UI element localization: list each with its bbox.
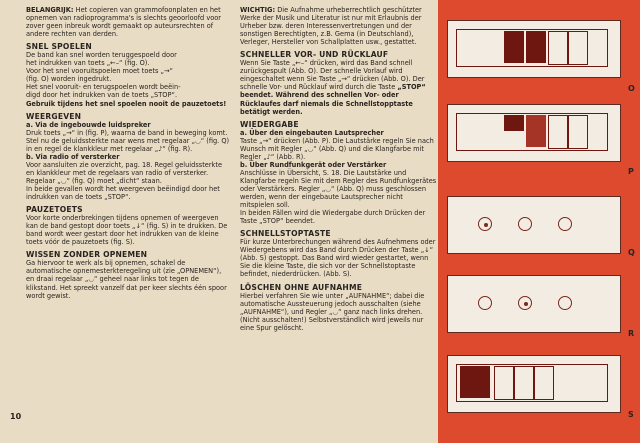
wiedergabe-b-text: Anschlüsse in Übersicht, S. 18. Die Lautstärke und Klangfarbe regeln Sie mit dem Regler des Rundfunkgerätes oder Verstärkers. Regler „◡“ (Abb. Q) muss geschlossen werden, wenn der eingebaute Lautsprecher nicht mitspielen soll.: [240, 168, 437, 210]
weergeven-end: In beide gevallen wordt het weergeven beëindigd door het indrukken van de toets „STOP“.: [26, 184, 220, 202]
schneller-text: [240, 59, 438, 115]
knob-center: [524, 302, 528, 306]
knob-center: [484, 223, 488, 227]
pauzetoets-heading: PAUZETOETS: [26, 205, 83, 215]
belangrijk-paragraph: [26, 6, 231, 38]
wissen-text: Ga hiervoor te werk als bij opnemen, schakel de automatische opnemesterkteregeling uit (zie „OPNEMEN“), en draai regelaar „◡“ geheel naar links tot tegen de klikstand. Het spreekt vanzelf dat per keer slechts één spoor wordt gewist.: [26, 259, 227, 300]
snel-spoelen-line: Het snel vooruit- en terugspoelen wordt beëin-: [26, 83, 181, 92]
wiedergabe-end: In beiden Fällen wird die Wiedergabe durch Drücken der Taste „STOP“ beendet.: [240, 209, 426, 226]
knob: [558, 217, 572, 231]
wiedergabe-heading: WIEDERGABE: [240, 119, 299, 129]
snel-spoelen-line: Voor het snel vooruitspoelen moet toets „→“: [26, 67, 173, 76]
wiedergabe-a-text: Taste „→“ drücken (Abb. P). Die Lautstärke regeln Sie nach Wunsch mit Regler „◡“ (Abb. Q) und die Klangfarbe mit Regler „♪“ (Abb. R).: [240, 136, 434, 161]
wissen-heading: WISSEN ZONDER OPNEMEN: [26, 250, 148, 260]
page-number: 10: [10, 412, 22, 421]
loschen-text: Hierbei verfahren Sie wie unter „AUFNAHME“; dabei die automatische Aussteuerung jedoch ausschalten (siehe „AUFNAHME“), und Regler „◡“ ganz nach links drehen. (Nicht ausschalten!) Selbstverständlich wird jeweils nur eine Spur gelöscht.: [240, 291, 425, 332]
snel-spoelen-line: De band kan snel worden teruggespoeld door: [26, 51, 177, 60]
pauzetoets-text: Voor korte onderbrekingen tijdens opnemen of weergeven kan de band gestopt door toets „↓“ (fig. S) in te drukken. De band wordt weer gestart door het indrukken van de kleine toets vóór de pauzetoets (fig. S).: [26, 214, 228, 247]
snel-spoelen-warning: Gebruik tijdens het snel spoelen nooit de pauzetoets!: [26, 99, 227, 108]
schnellstopp-heading: SCHNELLSTOPTASTE: [240, 229, 331, 239]
figure-label-o: O: [628, 84, 635, 93]
weergeven-a-text: Druk toets „→“ in (fig. P), waarna de band in beweging komt. Stel nu de geluidssterkte naar wens met regelaar „◡“ (fig. Q) in en regel de klankkleur met regelaar „♪“ (fig. R).: [26, 128, 230, 153]
schnellstopp-text: Für kurze Unterbrechungen während des Aufnehmens oder Wiedergebens wird das Band durch Drücken der Taste „↓“ (Abb. S) gestoppt. Das Band wird wieder gestartet, wenn Sie die kleine Taste, die sich vor der Schnellstoptaste befindet, niederdrücken. (Abb. S).: [240, 238, 436, 279]
knob: [558, 296, 572, 310]
belangrijk-text: Het copieren van grammofoonplaten en het opnemen van radioprogramma's is slechts geoorloofd voor zover geen inbreuk wordt gemaakt op auteursrechten of andere rechten van derden.: [26, 6, 221, 39]
wiedergabe-b-heading: b. Über Rundfunkgerät oder Verstärker: [240, 160, 387, 169]
knob: [478, 296, 492, 310]
wichtig-text: Die Aufnahme urheberrechtlich geschützter Werke der Musik und Literatur ist nur mit Erlaubnis der Urheber bzw. deren Interessenvertretungen und der sonstigen Berechtigten, z.B. Gema (in Deutschland), Verleger, Hersteller von Schallplatten usw., gestattet.: [240, 6, 422, 47]
snel-spoelen-line: het indrukken van toets „←–“ (fig. O).: [26, 59, 150, 68]
pause-key: [460, 366, 490, 398]
figure-p-keyboard: [447, 104, 621, 162]
key: [548, 31, 568, 65]
snel-spoelen-heading: SNEL SPOELEN: [26, 42, 92, 52]
knob: [518, 217, 532, 231]
weergeven-b-text: Voor aansluiten zie overzicht, pag. 18. Regel geluidssterkte en klankkleur met de regelaars van radio of versterker. Regelaar „◡“ (fig. Q) moet „dicht“ staan.: [26, 160, 223, 185]
key: [568, 31, 588, 65]
snel-spoelen-line: (fig. O) worden ingedrukt.: [26, 75, 112, 84]
loschen-heading: LÖSCHEN OHNE AUFNAHME: [240, 282, 363, 292]
schneller-body: Wenn Sie Taste „←–“ drücken, wird das Band schnell zurückgespult (Abb. O). Der schnelle Vorlauf wird eingeschaltet wenn Sie Taste „→“ drücken (Abb. O). Der schnelle Vor- und Rücklauf wird durch die Taste: [240, 59, 425, 92]
figure-label-s: S: [628, 410, 634, 419]
wiedergabe-a-heading: a. Über den eingebauten Lautsprecher: [240, 128, 384, 137]
figure-label-q: Q: [628, 248, 635, 257]
schneller-heading: SCHNELLER VOR- UND RÜCKLAUF: [240, 50, 389, 60]
key: [534, 366, 554, 400]
weergeven-a-heading: a. Via de ingebouwde luidspreker: [26, 120, 151, 129]
figure-label-r: R: [628, 329, 635, 338]
dutch-column: [26, 6, 231, 300]
play-key-upper: [504, 115, 524, 131]
rewind-key: [504, 31, 524, 63]
snel-spoelen-line: digd door het indrukken van de toets „STOP“.: [26, 91, 178, 100]
figure-r-controls: [447, 275, 621, 333]
weergeven-b-heading: b. Via radio of versterker: [26, 152, 120, 161]
weergeven-heading: WEERGEVEN: [26, 111, 82, 121]
key: [494, 366, 514, 400]
play-key: [526, 115, 546, 147]
figure-q-controls: [447, 196, 621, 254]
key: [568, 115, 588, 149]
belangrijk-label: BELANGRIJK:: [26, 6, 74, 14]
wichtig-label: WICHTIG:: [240, 6, 276, 14]
key: [548, 115, 568, 149]
schneller-warning: „STOP“ beendet. Während des schnellen Vor- oder Rücklaufes darf niemals die Schnellstopptaste betätigt werden.: [240, 83, 426, 116]
german-column: [240, 6, 438, 332]
figure-o-keyboard: [447, 20, 621, 78]
wichtig-paragraph: [240, 6, 438, 46]
key: [514, 366, 534, 400]
fast-forward-key: [526, 31, 546, 63]
figure-s-keyboard: [447, 355, 621, 413]
figure-label-p: P: [628, 167, 634, 176]
